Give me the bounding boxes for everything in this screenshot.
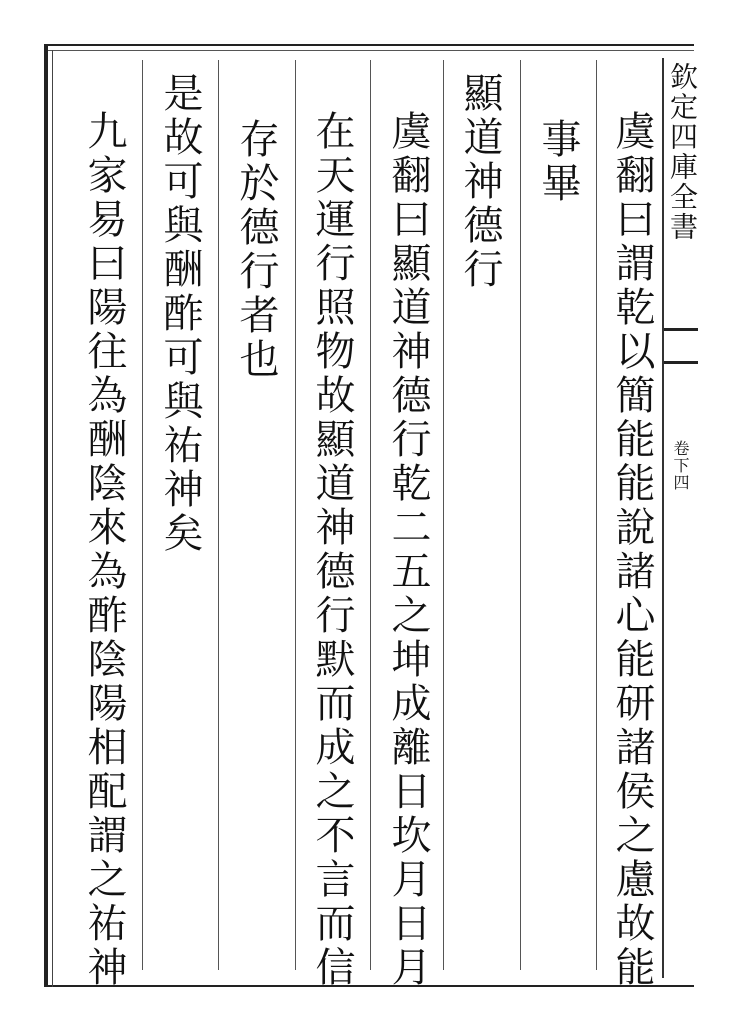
column-rule xyxy=(520,60,521,970)
text-column-2: 事畢 xyxy=(535,118,581,206)
frame-top-inner-border xyxy=(44,50,694,51)
text-column-3: 顯道神德行 xyxy=(457,72,503,292)
text-column-7: 是故可與酬酢可與祐神矣 xyxy=(157,72,203,556)
column-rule xyxy=(596,60,597,970)
column-rule xyxy=(370,60,371,970)
text-column-6: 存於德行者也 xyxy=(233,118,279,382)
frame-bottom-border xyxy=(44,985,694,987)
column-rule xyxy=(295,60,296,970)
column-rule xyxy=(142,60,143,970)
frame-left-inner-border xyxy=(52,50,53,987)
volume-label: 卷下四 xyxy=(671,440,690,491)
text-column-4: 虞翻曰顯道神德行乾二五之坤成離日坎月日月 xyxy=(385,110,431,990)
frame-top-border xyxy=(44,44,694,46)
fishtail-mark xyxy=(664,328,698,364)
text-column-1: 虞翻曰謂乾以簡能能說諸心能研諸侯之慮故能 xyxy=(609,110,655,990)
text-column-5: 在天運行照物故顯道神德行默而成之不言而信 xyxy=(309,110,355,990)
frame-left-border xyxy=(44,44,48,987)
column-rule xyxy=(443,60,444,970)
text-column-8: 九家易曰陽往為酬陰來為酢陰陽相配謂之祐神 xyxy=(81,110,127,990)
book-title: 欽定四庫全書 xyxy=(666,62,699,242)
column-rule xyxy=(218,60,219,970)
